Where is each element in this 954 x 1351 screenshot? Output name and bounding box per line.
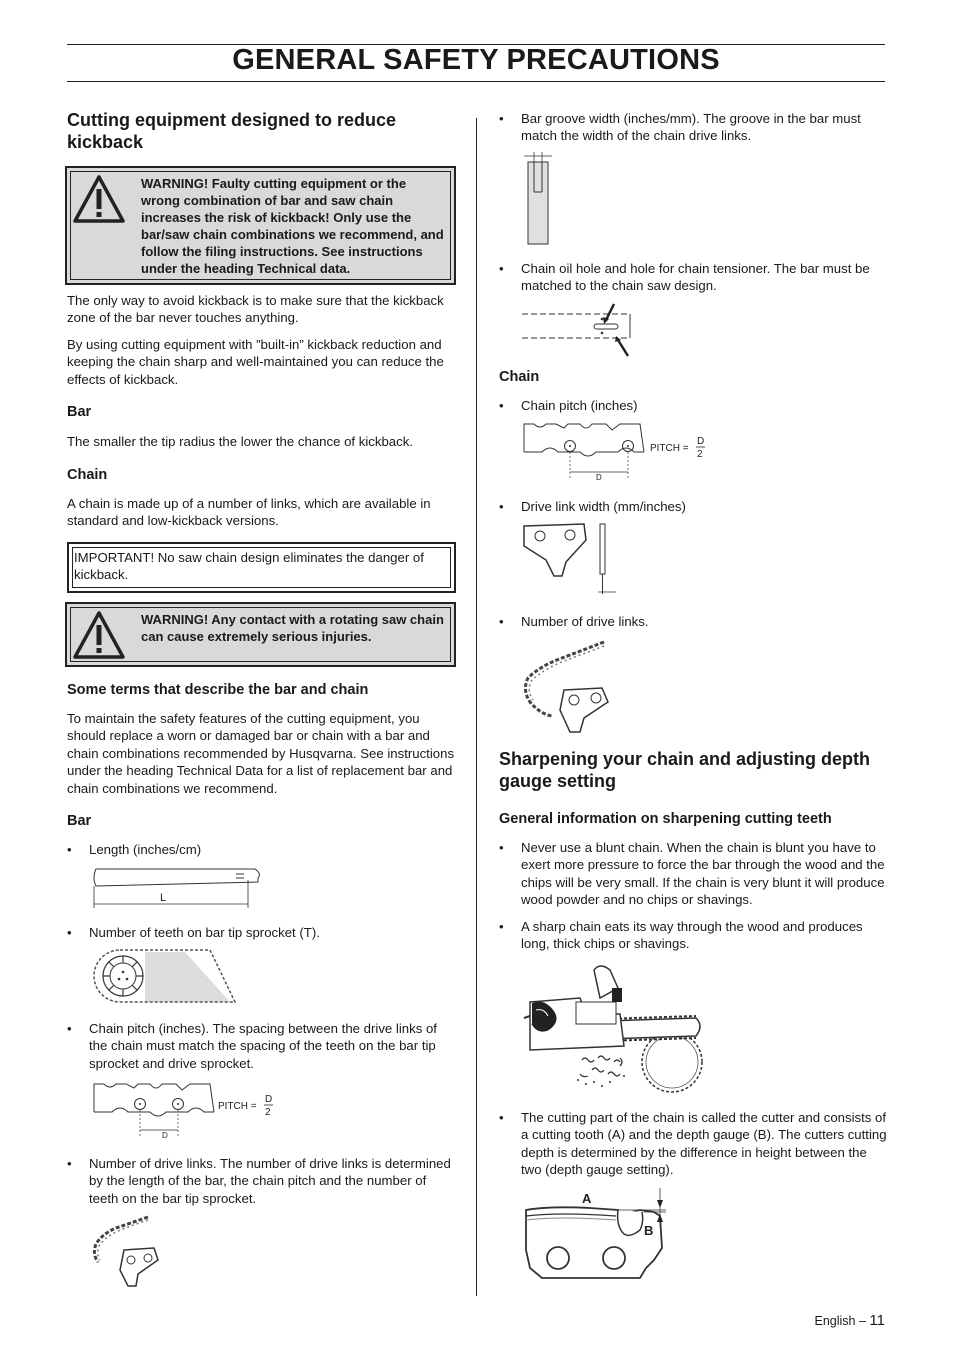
- pitch-d-label: D: [162, 1131, 168, 1140]
- bullet-dot: •: [499, 398, 504, 413]
- pitch-denominator: 2: [265, 1107, 271, 1118]
- list-item-text: Number of teeth on bar tip sprocket (T).: [89, 925, 320, 940]
- bullet-dot: •: [499, 261, 504, 276]
- bullet-dot: •: [499, 1110, 504, 1125]
- drive-links-diagram: [518, 638, 614, 734]
- list-item-text: Number of drive links. The number of drive links is determined by the length of the bar, the chain pitch and the number of teeth on the bar tip sprocket.: [89, 1156, 451, 1206]
- kickback-para-2: By using cutting equipment with ”built-in” kickback reduction and keeping the chain sharp and well-maintained you can reduce the effects of kickback.: [67, 337, 444, 387]
- pitch-formula-label: PITCH =: [218, 1101, 257, 1112]
- page-number: 11: [869, 1312, 885, 1329]
- important-box: [67, 542, 456, 593]
- column-divider: [476, 118, 477, 1296]
- bullet-dot: •: [67, 925, 72, 940]
- chain-pitch-diagram: [520, 420, 720, 482]
- title-underline: [67, 81, 885, 82]
- chain-heading: Chain: [67, 467, 108, 483]
- bullet-dot: •: [499, 111, 504, 126]
- bullet-dot: •: [67, 1021, 72, 1036]
- chain-text: A chain is made up of a number of links, which are available in standard and low-kickback versions.: [67, 496, 431, 529]
- terms-text: To maintain the safety features of the cutting equipment, you should replace a worn or damaged bar or chain with a bar and chain combinations recommended by Husqvarna. See instructions under the heading Technical Data for a list of replacement bar and chain combinations we recommend.: [67, 711, 455, 796]
- bullet-dot: •: [67, 1156, 72, 1171]
- chain-pitch-diagram: [90, 1080, 290, 1142]
- list-item-text: Chain pitch (inches). The spacing between the drive links of the chain must match the spacing of the teeth on the bar tip sprocket and drive sprocket.: [89, 1021, 437, 1071]
- bullet-dot: •: [499, 499, 504, 514]
- list-item-text: A sharp chain eats its way through the wood and produces long, thick chips or shavings.: [521, 919, 863, 952]
- cutting-tooth-label: A: [582, 1191, 592, 1206]
- bar-heading: Bar: [67, 404, 92, 420]
- drive-links-diagram: [88, 1214, 160, 1288]
- list-item-text: Number of drive links.: [521, 614, 649, 629]
- cutter-depth-gauge-diagram: [520, 1186, 672, 1284]
- bullet-dot: •: [499, 919, 504, 934]
- warning-text: WARNING! Any contact with a rotating saw chain can cause extremely serious injuries.: [141, 612, 444, 644]
- right-chain-heading: Chain: [499, 369, 540, 385]
- sprocket-diagram: [90, 944, 240, 1006]
- list-item-text: Never use a blunt chain. When the chain is blunt you have to exert more pressure to force the bar through the wood and the chips will be very small. If the chain is very blunt it will produce wood powder and no chips or shavings.: [521, 840, 885, 908]
- list-item-text: Chain pitch (inches): [521, 398, 638, 413]
- warning-box-rotating-chain: [65, 602, 456, 667]
- pitch-numerator: D: [697, 436, 705, 447]
- bar-text: The smaller the tip radius the lower the chance of kickback.: [67, 434, 413, 449]
- pitch-denominator: 2: [697, 449, 703, 460]
- bullet-dot: •: [499, 614, 504, 629]
- page-footer: [815, 1312, 886, 1329]
- bar-groove-diagram: [522, 152, 556, 248]
- warning-triangle-icon: [73, 175, 125, 223]
- bullet-dot: •: [67, 842, 72, 857]
- chainsaw-cutting-log-illustration: [520, 958, 704, 1098]
- important-text: IMPORTANT! No saw chain design eliminates the danger of kickback.: [74, 550, 424, 583]
- page-title: GENERAL SAFETY PRECAUTIONS: [232, 44, 720, 76]
- bullet-dot: •: [499, 840, 504, 855]
- list-item-text: Bar groove width (inches/mm). The groove in the bar must match the width of the chain drive links.: [521, 111, 861, 144]
- oil-hole-diagram: [520, 302, 638, 360]
- sharpening-heading: Sharpening your chain and adjusting depth gauge setting: [499, 749, 871, 791]
- kickback-para-1: The only way to avoid kickback is to make sure that the kickback zone of the bar never touches anything.: [67, 293, 444, 326]
- list-item-text: Chain oil hole and hole for chain tensioner. The bar must be matched to the chain saw design.: [521, 261, 870, 294]
- drive-link-width-diagram: [520, 520, 620, 600]
- general-info-heading: General information on sharpening cutting teeth: [499, 811, 832, 827]
- pitch-numerator: D: [265, 1094, 273, 1105]
- warning-triangle-icon: [73, 611, 125, 659]
- bar2-heading: Bar: [67, 813, 92, 829]
- bar-length-diagram: [90, 864, 265, 912]
- list-item-text: Drive link width (mm/inches): [521, 499, 686, 514]
- depth-gauge-label: B: [644, 1223, 654, 1238]
- length-label: L: [160, 892, 167, 904]
- warning-box-faulty-equipment: [65, 166, 456, 285]
- warning-text: WARNING! Faulty cutting equipment or the wrong combination of bar and saw chain increases the risk of kickback! Only use the bar/saw chain combinations we recommend, and follow the filing instructions. See instructions under the heading Technical data.: [141, 176, 444, 276]
- heading-kickback-equipment: Cutting equipment designed to reduce kickback: [67, 110, 397, 152]
- list-item-text: Length (inches/cm): [89, 842, 202, 857]
- list-item-text: The cutting part of the chain is called the cutter and consists of a cutting tooth (A) and the depth gauge (B). The cutters cutting depth is determined by the difference in height between the two (depth gauge setting).: [521, 1110, 887, 1178]
- pitch-formula-label: PITCH =: [650, 443, 689, 454]
- terms-heading: Some terms that describe the bar and chain: [67, 682, 369, 698]
- footer-language: English: [814, 1314, 856, 1328]
- footer-dash: –: [858, 1314, 866, 1328]
- pitch-d-label: D: [596, 473, 602, 482]
